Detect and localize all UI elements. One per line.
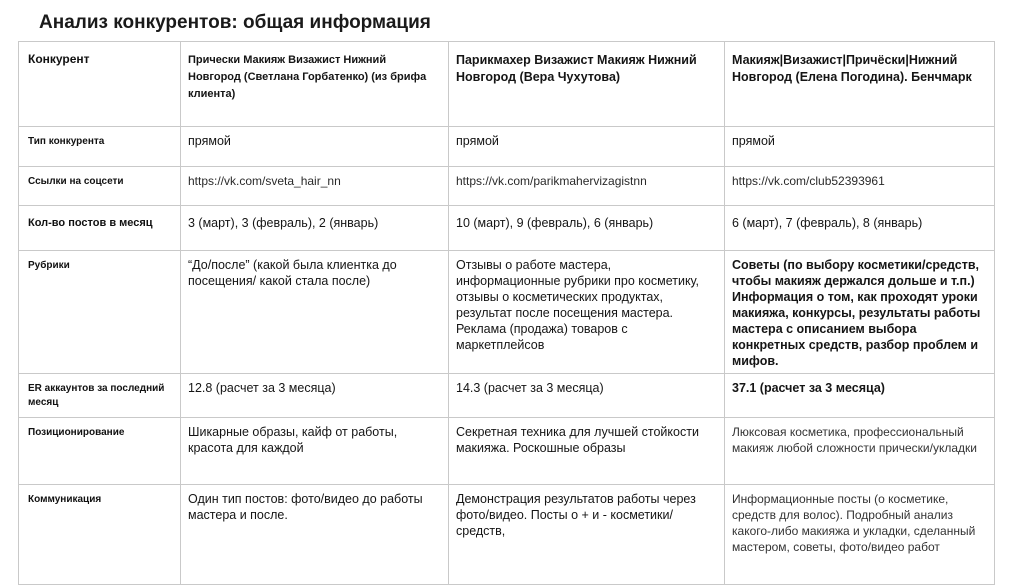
- table-cell: 3 (март), 3 (февраль), 2 (январь): [188, 216, 379, 230]
- table-cell: 10 (март), 9 (февраль), 6 (январь): [456, 216, 654, 230]
- competitor-table: [18, 41, 995, 585]
- row-label: Коммуникация: [28, 494, 102, 505]
- table-cell: Советы (по выбору косметики/средств, чтобы макияж держался дольше и т.п.) Информация о том, как проходят уроки макияжа, конкурсы, результаты работы мастера с описанием выбора конкретных средств, разбор проблем и мифов.: [732, 258, 981, 368]
- competitor-name: Парикмахер Визажист Макияж Нижний Новгород (Вера Чухутова): [456, 53, 697, 84]
- table-cell: Люксовая косметика, профессиональный макияж любой сложности прически/укладки: [732, 425, 977, 455]
- table-cell: 37.1 (расчет за 3 месяца): [732, 381, 885, 395]
- table-row: [19, 485, 995, 585]
- table-row: [19, 374, 995, 418]
- header-competitor-cell: [181, 42, 449, 127]
- table-cell: 14.3 (расчет за 3 месяца): [456, 381, 604, 395]
- row-label: Рубрики: [28, 260, 70, 271]
- table-cell: “До/после” (какой была клиентка до посещения/ какой стала после): [188, 258, 397, 288]
- table-row: [19, 251, 995, 374]
- social-link[interactable]: https://vk.com/club52393961: [732, 174, 885, 188]
- row-label: Тип конкурента: [28, 136, 105, 147]
- table-cell: Секретная техника для лучшей стойкости макияжа. Роскошные образы: [456, 425, 699, 455]
- table-row: [19, 206, 995, 251]
- row-label: Ссылки на соцсети: [28, 176, 124, 187]
- table-cell: Шикарные образы, кайф от работы, красота для каждой: [188, 425, 398, 455]
- table-cell: 6 (март), 7 (февраль), 8 (январь): [732, 216, 923, 230]
- row-label: ER аккаунтов за последний месяц: [28, 383, 165, 408]
- header-competitor-cell: [725, 42, 995, 127]
- header-label-cell: [19, 42, 181, 127]
- social-link[interactable]: https://vk.com/sveta_hair_nn: [188, 174, 341, 188]
- table-row: [19, 418, 995, 485]
- competitor-name: Макияж|Визажист|Причёски|Нижний Новгород (Елена Погодина). Бенчмарк: [732, 53, 972, 84]
- header-label: Конкурент: [28, 52, 90, 66]
- table-cell: прямой: [456, 134, 499, 148]
- table-row: [19, 167, 995, 206]
- table-cell: 12.8 (расчет за 3 месяца): [188, 381, 336, 395]
- row-label: Позиционирование: [28, 427, 125, 438]
- table-cell: Один тип постов: фото/видео до работы мастера и после.: [188, 492, 423, 522]
- table-row: [19, 127, 995, 167]
- table-cell: Отзывы о работе мастера, информационные рубрики про косметику, отзывы о косметических продуктах, результат после посещения мастера. Реклама (продажа) товаров с маркетплейсов: [456, 258, 700, 352]
- table-cell: Информационные посты (о косметике, средств для волос). Подробный анализ какого-либо макияжа и укладки, сделанный мастером, советы, фото/видео работ: [732, 492, 976, 554]
- row-label: Кол-во постов в месяц: [28, 217, 153, 229]
- table-cell: Демонстрация результатов работы через фото/видео. Посты о + и - косметики/средств,: [456, 492, 696, 538]
- competitor-name: Прически Макияж Визажист Нижний Новгород (Светлана Горбатенко) (из брифа клиента): [188, 54, 427, 100]
- social-link[interactable]: https://vk.com/parikmahervizagistnn: [456, 174, 647, 188]
- page-title: Анализ конкурентов: общая информация: [39, 12, 431, 33]
- table-header-row: [19, 42, 995, 127]
- table-cell: прямой: [732, 134, 775, 148]
- table-cell: прямой: [188, 134, 231, 148]
- header-competitor-cell: [449, 42, 725, 127]
